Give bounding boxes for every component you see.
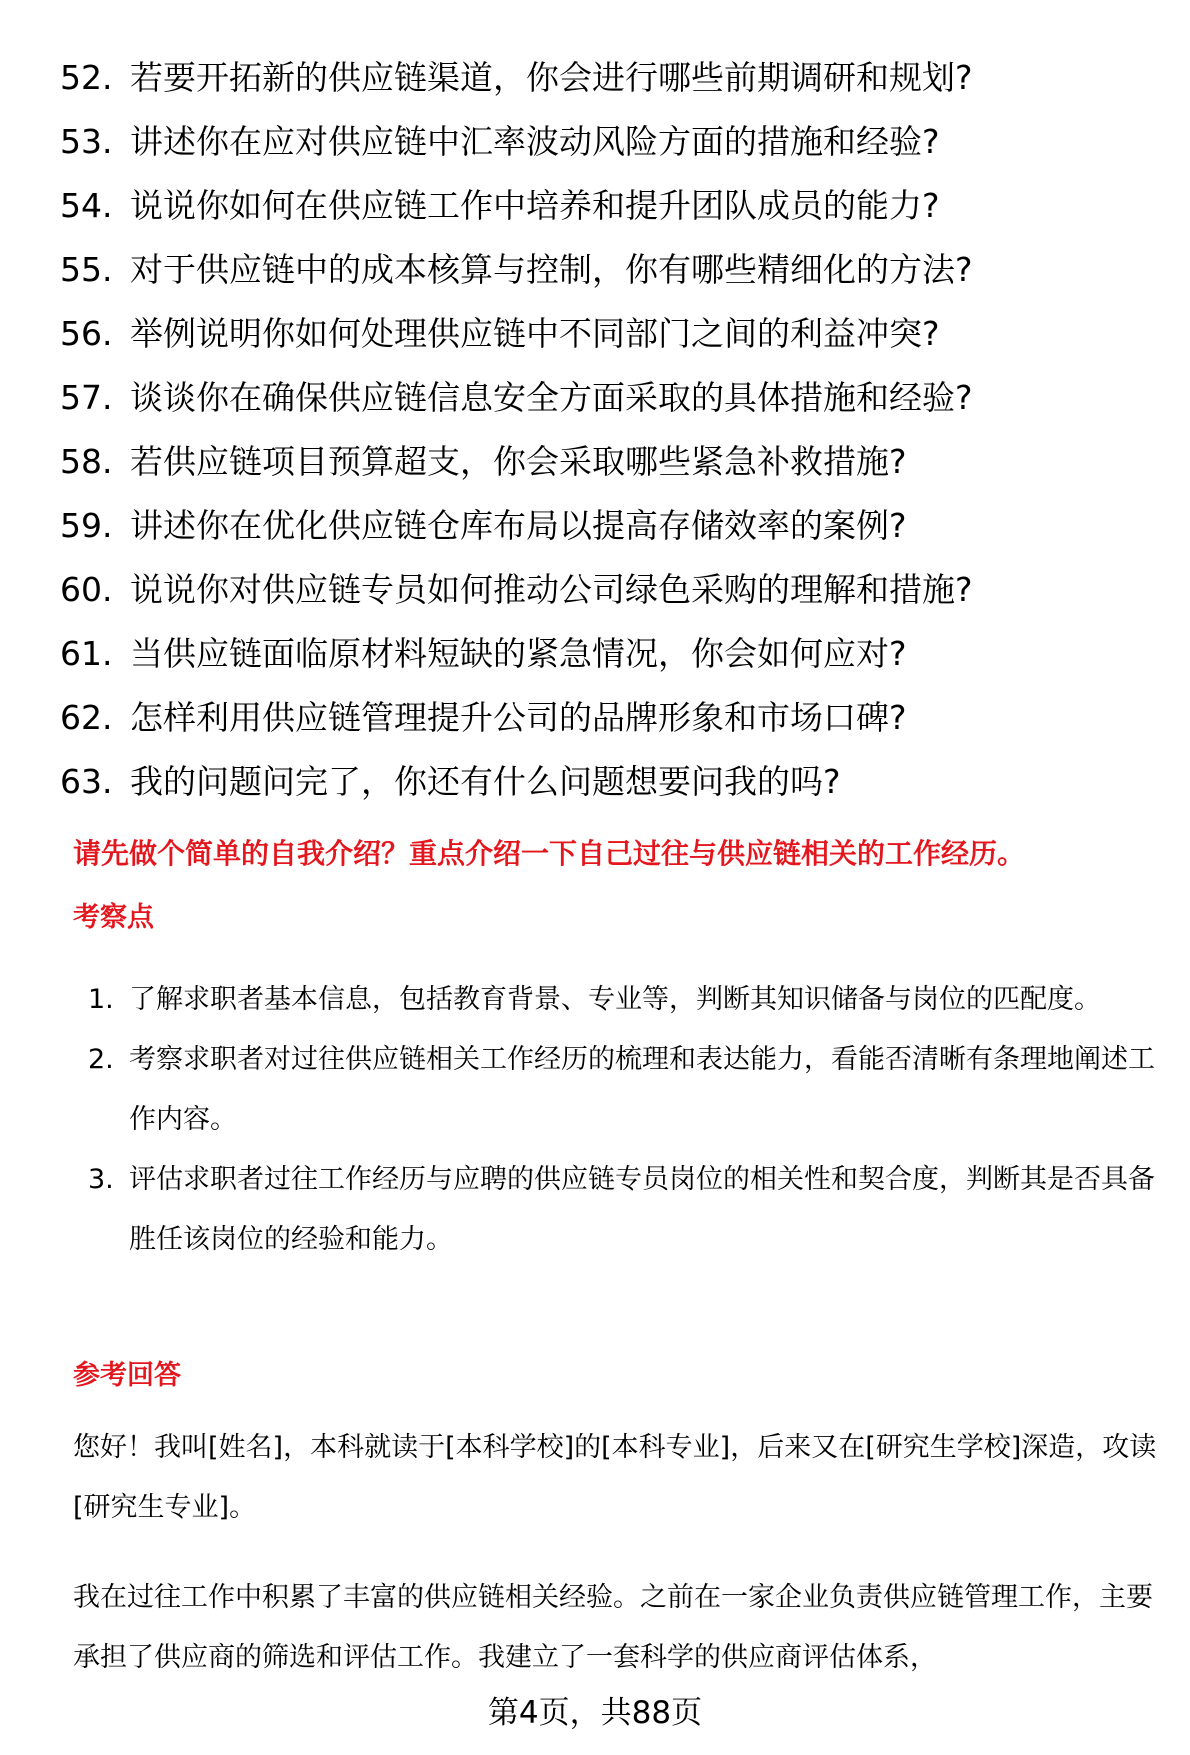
inspection-point: 3. 评估求职者过往工作经历与应聘的供应链专员岗位的相关性和契合度，判断其是否具备胜任该岗位的经验和能力。 — [88, 1164, 1155, 1255]
reference-label: 参考回答 — [73, 1360, 181, 1391]
question-item: 63. 我的问题问完了，你还有什么问题想要问我的吗? — [60, 762, 841, 801]
reference-paragraph: 您好！我叫[姓名]，本科就读于[本科学校]的[本科专业]，后来又在[研究生学校]深造，攻读[研究生专业]。 — [73, 1432, 1157, 1523]
question-item: 53. 讲述你在应对供应链中汇率波动风险方面的措施和经验? — [60, 122, 940, 161]
question-heading: 请先做个简单的自我介绍？重点介绍一下自己过往与供应链相关的工作经历。 — [73, 837, 1026, 870]
question-list — [60, 52, 1140, 820]
question-item: 60. 说说你对供应链专员如何推动公司绿色采购的理解和措施? — [60, 570, 973, 609]
question-item: 56. 举例说明你如何处理供应链中不同部门之间的利益冲突? — [60, 314, 940, 353]
inspection-points — [88, 970, 1160, 1270]
reference-paragraph: 我在过往工作中积累了丰富的供应链相关经验。之前在一家企业负责供应链管理工作，主要承担了供应商的筛选和评估工作。我建立了一套科学的供应商评估体系， — [73, 1582, 1153, 1673]
page-number: 第4页，共88页 — [487, 1695, 703, 1731]
question-item: 54. 说说你如何在供应链工作中培养和提升团队成员的能力? — [60, 186, 940, 225]
inspection-point: 2. 考察求职者对过往供应链相关工作经历的梳理和表达能力，看能否清晰有条理地阐述工作内容。 — [88, 1044, 1155, 1135]
question-item: 62. 怎样利用供应链管理提升公司的品牌形象和市场口碑? — [60, 698, 907, 737]
question-item: 58. 若供应链项目预算超支，你会采取哪些紧急补救措施? — [60, 442, 907, 481]
question-item: 52. 若要开拓新的供应链渠道，你会进行哪些前期调研和规划? — [60, 58, 973, 97]
question-item: 57. 谈谈你在确保供应链信息安全方面采取的具体措施和经验? — [60, 378, 973, 417]
inspection-label: 考察点 — [73, 902, 154, 933]
question-item: 55. 对于供应链中的成本核算与控制，你有哪些精细化的方法? — [60, 250, 973, 289]
question-item: 59. 讲述你在优化供应链仓库布局以提高存储效率的案例? — [60, 506, 907, 545]
question-item: 61. 当供应链面临原材料短缺的紧急情况，你会如何应对? — [60, 634, 907, 673]
inspection-point: 1. 了解求职者基本信息，包括教育背景、专业等，判断其知识储备与岗位的匹配度。 — [88, 984, 1101, 1015]
